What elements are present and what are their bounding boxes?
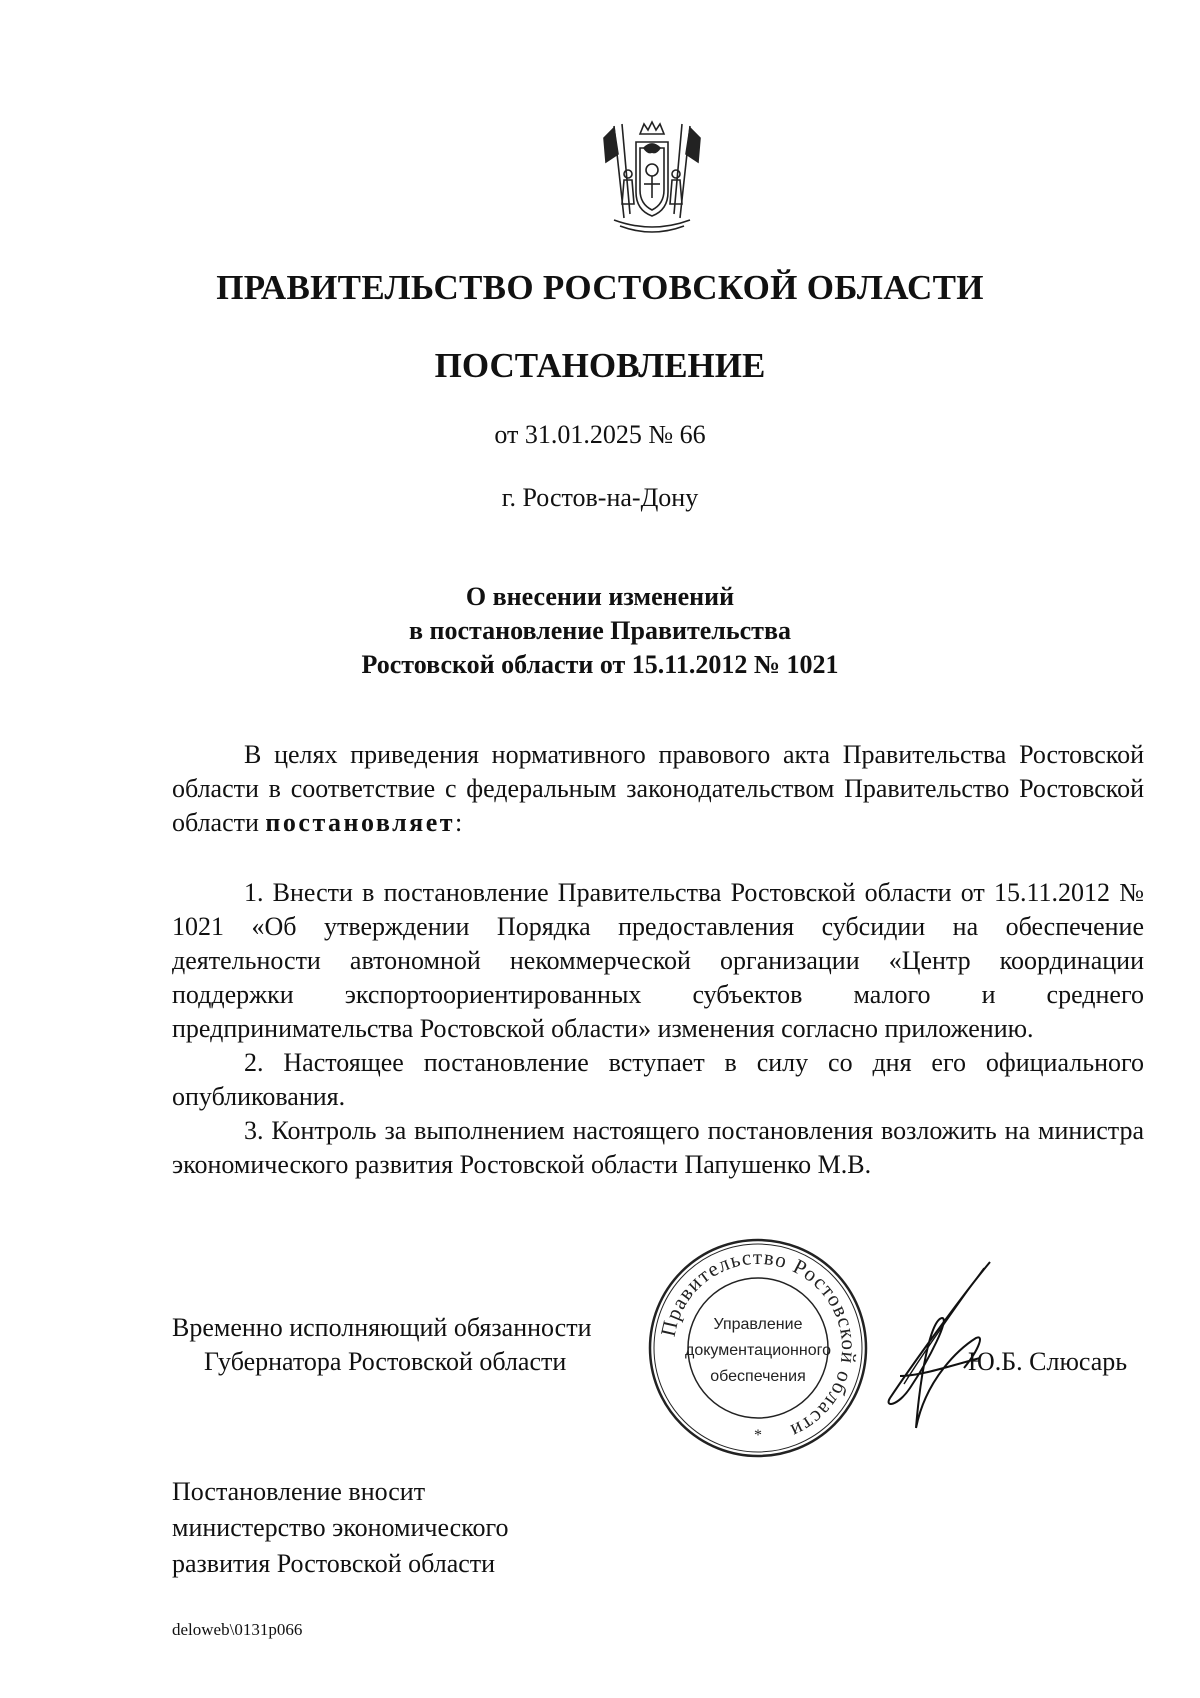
resolution-item: 2. Настоящее постановление вступает в силу со дня его официального опубликования. [172,1048,1144,1111]
intro-emphasis: постановляет [265,808,456,837]
intro-text: В целях приведения нормативного правового акта Правительства Ростовской области в соответствие с федеральным законодательством Правительство Ростовской области [172,740,1144,837]
introduced-line: Постановление вносит [172,1477,426,1506]
organization-title: ПРАВИТЕЛЬСТВО РОСТОВСКОЙ ОБЛАСТИ [216,268,984,307]
document-date-number: от 31.01.2025 № 66 [494,420,706,449]
signatory-position [172,1311,592,1379]
resolution-item: 1. Внести в постановление Правительства Ростовской области от 15.11.2012 № 1021 «Об утверждении Порядка предоставления субсидии на обеспечение деятельности автономной некоммерческой организации «Центр координации поддержки экспортоориентированных субъектов малого и среднего предпринимательства Ростовской области» изменения согласно приложению. [172,878,1144,1043]
resolution-item: 3. Контроль за выполнением настоящего постановления возложить на министра экономического развития Ростовской области Папушенко М.В. [172,1116,1144,1179]
position-line: Губернатора Ростовской области [204,1347,567,1376]
seal-center-line: Управление [713,1316,803,1333]
subject-line: Ростовской области от 15.11.2012 № 1021 [361,650,839,679]
signatory-name: Ю.Б. Слюсарь [968,1347,1128,1376]
subject-line: в постановление Правительства [408,616,791,645]
document-code: deloweb\0131p066 [172,1620,303,1639]
seal-center-line: обеспечения [710,1368,806,1385]
document-subject [0,580,1200,682]
document-type: ПОСТАНОВЛЕНИЕ [434,346,766,385]
introduced-line: развития Ростовской области [172,1549,496,1578]
seal-center-text [680,1312,836,1390]
position-line: Временно исполняющий обязанности [172,1313,592,1342]
subject-line: О внесении изменений [465,582,735,611]
svg-text:*: * [754,1427,762,1444]
intro-tail: : [455,808,463,837]
document-city: г. Ростов-на-Дону [501,483,699,512]
intro-paragraph [172,738,1144,840]
seal-center-line: документационного [685,1342,831,1359]
resolution-items [172,876,1144,1182]
introduced-by [172,1474,509,1582]
introduced-line: министерство экономического [172,1513,509,1542]
coat-of-arms-icon [600,118,704,238]
seal-ring-text: Правительство Ростовской области [655,1244,862,1444]
